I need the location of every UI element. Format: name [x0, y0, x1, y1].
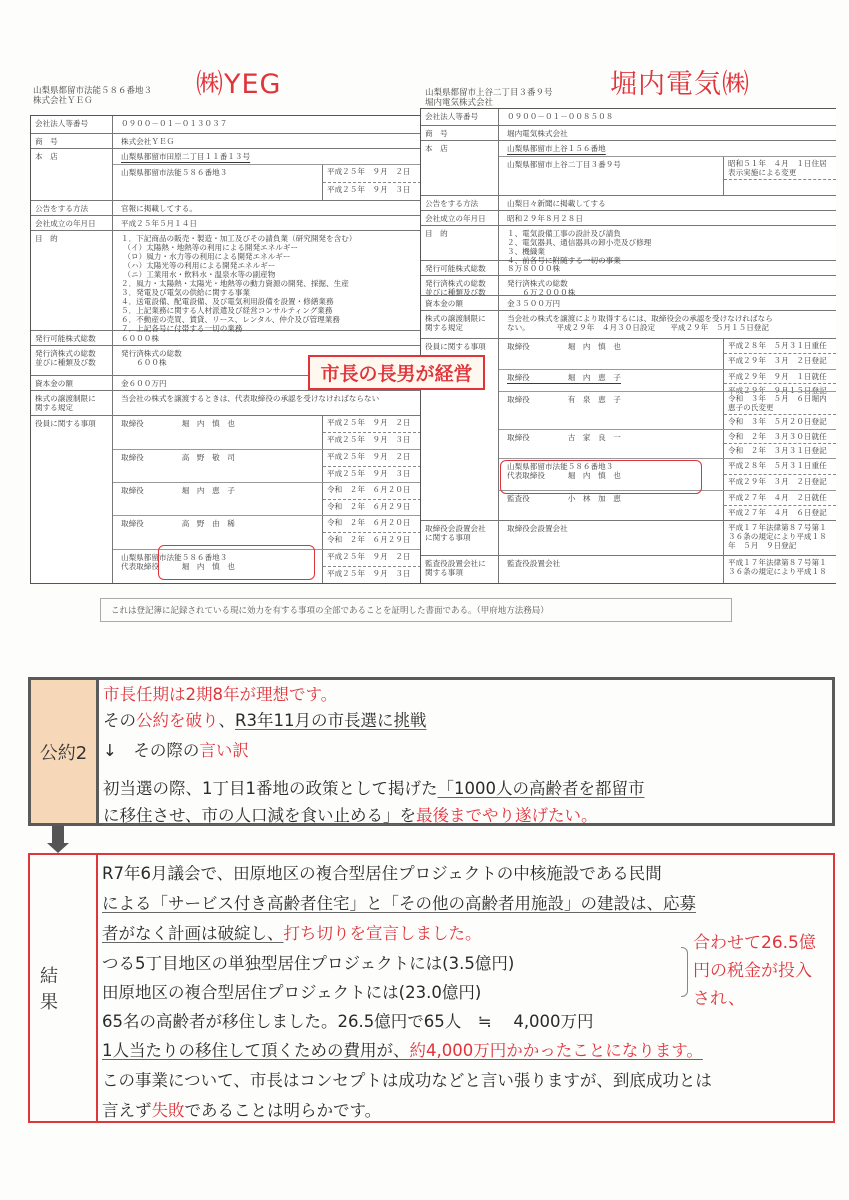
entry-dates [723, 430, 836, 459]
entry-dates [322, 165, 421, 200]
highlight-text: 約4,000万円かかったことになります。 [409, 1041, 703, 1060]
registry-row [421, 311, 836, 339]
registry-entry [499, 126, 836, 141]
entry-value: 取締役 古 家 良 一 [507, 432, 621, 442]
registry-content [499, 196, 836, 210]
registration-date: 平成２８年 ５月３１日重任 [728, 461, 827, 471]
registry-label: 商 号 [31, 134, 113, 148]
registry-row [421, 276, 836, 296]
registry-label: 会社成立の年月日 [421, 211, 499, 225]
left-header-name: 株式会社ＹＥＧ [33, 96, 93, 106]
entry-value: 取締役 高 野 敬 司 [121, 453, 235, 462]
registry-label: 資本金の額 [31, 376, 113, 390]
entry-text [113, 165, 322, 200]
registry-content [113, 134, 421, 148]
text-segment: 「1000人の高齢者を都留市 [437, 779, 645, 798]
left-header-address: 山梨県都留市法能５８６番地３ [33, 86, 153, 96]
registry-entry [113, 482, 421, 515]
registration-date: 平成２５年 ９月 ３日 [323, 432, 421, 449]
entry-dates [723, 157, 836, 195]
entry-text [113, 201, 421, 216]
registry-label: 会社法人等番号 [31, 116, 113, 133]
entry-value: 金３５００万円 [507, 299, 561, 308]
registration-date: 平成２５年 ９月 ３日 [323, 566, 421, 583]
text-line [102, 1097, 381, 1121]
entry-value: 発行済株式の総数 ６００株 [121, 349, 182, 367]
text-line [102, 860, 662, 884]
registration-date: 令和 ２年 ６月２０日 [327, 485, 411, 494]
result-side-note [693, 929, 833, 1013]
result-label: 結果 [30, 855, 98, 1121]
entry-value: 山梨県都留市法能５８６番地３ 代表取締役 堀 内 慎 也 [121, 553, 235, 571]
text-segment: 、 [218, 711, 235, 730]
registry-row [421, 141, 836, 196]
registry-content [113, 331, 421, 345]
registry-label: 目 的 [31, 231, 113, 330]
registry-label: 発行可能株式総数 [421, 261, 499, 275]
registry-label: 会社法人等番号 [421, 109, 499, 125]
registration-date: 平成２７年 ４月 ２日就任 [728, 493, 827, 503]
entry-dates [322, 550, 421, 583]
left-brand-title: ㈱YEG [196, 69, 282, 100]
registry-content [113, 149, 421, 200]
registry-content [499, 211, 836, 225]
entry-text [499, 196, 836, 211]
entry-value: 取締役 堀 内 恵 子 [507, 372, 621, 382]
registry-entry [113, 515, 421, 549]
entry-value: 金６００万円 [121, 379, 167, 388]
registry-row [421, 226, 836, 265]
registry-entry [113, 391, 421, 415]
text-line [103, 681, 337, 705]
pledge-label: 公約2 [31, 680, 99, 823]
text-segment: 1人当たりの移住して頂くための費用が、 [102, 1041, 410, 1060]
right-brand-title: 堀内電気㈱ [610, 69, 750, 100]
entry-value: ０９００－０１－０１３０３７ [121, 119, 228, 128]
registry-label: 役員に関する事項 [421, 339, 499, 520]
registration-date: 平成２９年 ９月１５日登記 [724, 383, 836, 397]
entry-text [113, 450, 322, 482]
entry-dates [322, 483, 421, 515]
registry-label: 公告をする方法 [421, 196, 499, 210]
registry-label: 株式の譲渡制限に 関する規定 [421, 311, 499, 338]
registry-label: 会社成立の年月日 [31, 216, 113, 230]
text-segment: 言えず [102, 1101, 152, 1120]
highlight-text: 失敗 [151, 1101, 185, 1120]
entry-text [113, 331, 421, 346]
registry-row [31, 116, 421, 134]
registration-date: 昭和５１年 ４月 １日住居表示実施による変更 [728, 159, 827, 177]
text-line [102, 1067, 712, 1091]
registry-entry [499, 429, 836, 459]
certificate-note: これは登記簿に記録されている現に効力を有する事項の全部であることを証明した書面である。（甲府地方法務局） [100, 598, 732, 622]
entry-value: 取締役 高 野 由 稀 [121, 519, 235, 528]
registry-entry [499, 369, 836, 395]
registry-entry [499, 391, 836, 429]
entry-value: 株式会社ＹＥＧ [121, 137, 175, 146]
highlight-right-representative [500, 460, 702, 494]
entry-text [499, 392, 723, 429]
registry-row [31, 134, 421, 149]
pledge-text [99, 680, 832, 823]
registry-label: 役員に関する事項 [31, 416, 113, 583]
registry-row [421, 126, 836, 141]
registry-row [421, 521, 836, 556]
registry-entry [499, 490, 836, 520]
entry-value: 取締役 有 泉 恵 子 [507, 394, 621, 404]
text-segment: 田原地区の複合型居住プロジェクトには(23.0億円) [102, 983, 482, 1002]
entry-value: ０９００－０１－００８５０８ [507, 112, 614, 121]
registry-label: 監査役設置会社に 関する事項 [421, 556, 499, 583]
right-company-header [425, 88, 553, 108]
registry-content [499, 109, 836, 125]
entry-text [499, 521, 723, 555]
pledge-section [28, 677, 835, 826]
entry-value: 当会社の株式を譲渡により取得するには、取締役会の承認を受けなければなら ない。 平成２９年 ４月３０日設定 平成２９年 ５月１５日登記 [507, 314, 773, 332]
text-segment: 65名の高齢者が移住しました。26.5億円で65人 ≒ 4,000万円 [102, 1012, 594, 1031]
registry-entry [113, 416, 421, 449]
brace-icon [681, 947, 688, 997]
registration-date: 平成２５年 ９月 ２日 [327, 167, 411, 176]
right-header-address: 山梨県都留市上谷二丁目３番９号 [425, 88, 553, 98]
registry-content [113, 216, 421, 230]
entry-value: ８万８０００株 [507, 264, 561, 273]
registration-date: 平成２８年 ５月３１日重任 [728, 341, 827, 350]
registration-date: 令和 ３年 ５月 ６日堀内恵子の氏変更 [728, 393, 827, 412]
entry-value: 官報に掲載してする。 [121, 204, 197, 213]
registry-row [421, 211, 836, 226]
registry-label: 本 店 [421, 141, 499, 195]
highlight-text: 言い訳 [199, 741, 249, 760]
text-line [102, 890, 696, 914]
entry-value: 山梨県都留市上谷１５６番地 [507, 144, 606, 153]
entry-text [499, 211, 836, 226]
entry-text [499, 556, 723, 583]
registration-date: 平成２９年 ３月 ２日登記 [724, 474, 836, 490]
right-header-name: 堀内電気株式会社 [425, 98, 494, 108]
registry-label: 発行済株式の総数 並びに種類及び数 [421, 276, 499, 295]
registry-row [421, 196, 836, 211]
registration-date: 平成２５年 ９月 ３日 [323, 466, 421, 483]
registration-date: 平成１７年法律第８７号第１３６条の規定により平成１８年 ５月 ９日登記 [728, 523, 827, 550]
entry-text [113, 134, 421, 149]
entry-text [499, 157, 723, 195]
text-segment: 者がなく計画は破綻し、 [102, 924, 284, 943]
entry-value: １．下記商品の販売・製造・加工及びその請負業（研究開発を含む） （イ）太陽熱・地熱等の利用による開発エネルギー （ロ）風力・水力等の利用による開発エネルギー （ハ）太陽光等の利用による開発エネルギー （ニ）工業用水・飲料水・温泉水等の副産物 ２．風力・太陽熱・太陽光・地熱等の動力資源の開発、採掘、生産 ３．発電及び電気の供給に関する事業 ４．送電設備、配電設備、及び電気利用設備を設置・修繕業務 ５．上記業務に関する人材派遣及び経営コンサルティング業務 ６．不動産の売買、賃貸、リース、レンタル、仲介及び管理業務 ７．上記各号に付帯する一切の業務 [121, 234, 357, 333]
entry-value: 発行済株式の総数 ６万２０００株 [507, 279, 576, 297]
entry-value: 取締役会設置会社 [507, 524, 568, 533]
entry-text [113, 391, 421, 415]
registry-row [421, 296, 836, 311]
entry-text [113, 231, 421, 336]
highlight-text: 市長任期は2期8年が理想です。 [103, 685, 338, 704]
registration-date [724, 179, 836, 195]
registry-content [113, 201, 421, 215]
entry-text [113, 149, 421, 164]
entry-value: 取締役 堀 内 慎 也 [507, 342, 621, 351]
entry-value: ６０００株 [121, 334, 159, 343]
registry-row [31, 331, 421, 346]
entry-text [499, 261, 836, 276]
text-segment: その [103, 711, 136, 730]
registry-entry [113, 201, 421, 216]
text-line [102, 950, 514, 974]
entry-text [113, 483, 322, 515]
registry-entry [113, 331, 421, 346]
registry-content [499, 126, 836, 140]
registry-label: 取締役会設置会社 に関する事項 [421, 521, 499, 555]
text-segment: であることは明らかです。 [184, 1101, 382, 1120]
text-segment: R7年6月議会で、田原地区の複合型居住プロジェクトの中核施設である民間 [102, 864, 662, 883]
registry-content [499, 261, 836, 275]
highlight-text: 打ち切りを宣言しました。 [283, 924, 482, 943]
registry-entry [499, 261, 836, 276]
registry-entry [113, 164, 421, 200]
registration-date: 平成２５年 ９月 ２日 [327, 452, 411, 461]
registry-entry [499, 521, 836, 555]
text-line [103, 775, 645, 799]
registry-label: 商 号 [421, 126, 499, 140]
registry-entry [113, 134, 421, 149]
entry-text [499, 370, 723, 391]
registry-label: 発行済株式の総数 並びに種類及び数 [31, 346, 113, 375]
text-line [102, 979, 481, 1003]
registry-entry [499, 211, 836, 226]
registry-content [113, 391, 421, 415]
left-registry-table [30, 115, 421, 584]
registry-row [421, 109, 836, 126]
registry-content [499, 141, 836, 195]
side-note-line: され、 [693, 989, 746, 1009]
entry-value: 監査役 小 林 加 恵 [507, 494, 621, 504]
registry-label: 公告をする方法 [31, 201, 113, 215]
registry-entry [113, 149, 421, 164]
entry-value: 当会社の株式を譲渡するときは、代表取締役の承認を受けなければならない [121, 394, 380, 403]
registration-date: 平成２５年 ９月 ３日 [323, 182, 421, 200]
text-segment: を [399, 806, 417, 825]
entry-text [499, 296, 836, 311]
registry-content [499, 311, 836, 338]
registry-entry [113, 231, 421, 336]
left-company-header [33, 86, 152, 106]
entry-value: 取締役 堀 内 恵 子 [121, 486, 235, 495]
entry-value: 山梨県都留市法能５８６番地３ [121, 168, 228, 177]
callout-mayor-son: 市長の長男が経営 [308, 355, 485, 390]
entry-value: 山梨県都留市上谷二丁目３番９号 [507, 160, 621, 169]
registry-entry [499, 141, 836, 156]
text-segment: この事業について、市長はコンセプトは成功などと言い張りますが、到底成功とは [102, 1071, 712, 1090]
registration-date: 平成１７年法律第８７号第１３６条の規定により平成１８ [728, 558, 827, 576]
registry-content [499, 226, 836, 265]
entry-dates [723, 392, 836, 429]
registry-entry [499, 296, 836, 311]
text-segment: 初当選の際、1丁目1番地の政策として掲げた [103, 779, 438, 798]
registration-date: 令和 ２年 ３月３０日就任 [728, 431, 827, 441]
entry-value: 山梨日々新聞に掲載してする [507, 199, 606, 208]
registry-row [31, 201, 421, 216]
text-segment: ↓ その際の [103, 741, 200, 760]
entry-text [499, 126, 836, 141]
down-arrow-head-icon [47, 843, 69, 853]
text-line [103, 707, 426, 731]
registration-date: 平成２９年 ３月 ２日登記 [724, 353, 836, 368]
registry-content [113, 231, 421, 333]
entry-text [113, 116, 421, 133]
down-arrow-icon [52, 826, 64, 844]
registration-date: 平成２７年 ４月 ６日登記 [724, 505, 836, 520]
side-note-line: 合わせて26.5億 [693, 933, 816, 953]
registration-date: 令和 ２年 ６月２０日 [327, 518, 411, 527]
highlight-text: 最後までやり遂げたい。 [416, 806, 598, 825]
registry-entry [499, 196, 836, 211]
registry-label: 株式の譲渡制限に 関する規定 [31, 391, 113, 415]
entry-value: 監査役設置会社 [507, 559, 561, 568]
entry-value: 取締役 堀 内 慎 也 [121, 419, 235, 428]
text-line [102, 1037, 703, 1061]
registry-entry [499, 311, 836, 338]
registry-content [499, 556, 836, 583]
registry-row [421, 556, 836, 583]
entry-dates [322, 450, 421, 482]
registry-content [499, 296, 836, 310]
registry-row [31, 149, 421, 201]
entry-value: 平成２５年５月１４日 [121, 219, 197, 228]
highlight-text: 公約を破り [136, 711, 219, 730]
text-segment: に移住させ、市の人口減を食い止める」 [103, 806, 400, 825]
registry-entry [499, 156, 836, 195]
entry-text [499, 109, 836, 125]
registry-label: 目 的 [421, 226, 499, 260]
entry-dates [322, 416, 421, 449]
registry-entry [113, 116, 421, 133]
entry-dates [723, 459, 836, 490]
registry-entry [499, 339, 836, 369]
registry-entry [499, 556, 836, 583]
entry-dates [723, 491, 836, 520]
registry-entry [499, 109, 836, 125]
registry-label: 発行可能株式総数 [31, 331, 113, 345]
entry-dates [723, 556, 836, 583]
registration-date: 令和 ３年 ５月２０日登記 [724, 414, 836, 429]
entry-dates [723, 339, 836, 369]
text-segment: つる5丁目地区の単独型居住プロジェクトには(3.5億円) [102, 954, 515, 973]
highlight-left-representative [158, 545, 315, 580]
side-note-line: 円の税金が投入 [693, 961, 812, 981]
entry-dates [723, 370, 836, 395]
registry-label: 本 店 [31, 149, 113, 200]
registry-entry [113, 216, 421, 231]
result-text [98, 855, 833, 1121]
registry-row [31, 231, 421, 331]
registry-row [31, 216, 421, 231]
registry-row [421, 261, 836, 276]
registration-date: 令和 ２年 ３月３１日登記 [724, 443, 836, 458]
right-registry-table [420, 108, 836, 584]
text-line [102, 920, 482, 944]
entry-value: 昭和２９年８月２８日 [507, 214, 583, 223]
entry-text [499, 491, 723, 520]
entry-value: 山梨県都留市法能５８６番地３ 代表取締役 堀 内 慎 也 [507, 462, 621, 481]
entry-value: １、電気設備工事の設計及び請負 ２、電気器具、通信器具の卸小売及び修理 ３、機織業 ４、前各号に附随する一切の事業 [507, 229, 652, 265]
text-line [102, 1008, 594, 1032]
registry-entry [113, 449, 421, 482]
registry-row [31, 391, 421, 416]
registration-date: 平成２９年 ９月 １日就任 [728, 371, 827, 381]
entry-dates [723, 521, 836, 555]
entry-text [113, 416, 322, 449]
entry-text [113, 216, 421, 231]
registration-date: 平成２５年 ９月 ２日 [327, 552, 411, 561]
entry-value: 堀内電気株式会社 [507, 129, 568, 138]
registry-content [113, 116, 421, 133]
text-segment: R3年11月の市長選に挑戦 [235, 711, 427, 730]
registration-date: 令和 ２年 ６月２９日 [323, 532, 421, 549]
text-segment: による「サービス付き高齢者住宅」と「その他の高齢者用施設」の建設は、応募 [102, 894, 696, 913]
registry-content [499, 521, 836, 555]
entry-value: 山梨県都留市田原二丁目１１番１３号 [121, 152, 251, 161]
registry-label: 資本金の額 [421, 296, 499, 310]
registry-content [499, 276, 836, 295]
entry-text [499, 311, 836, 338]
entry-text [499, 339, 723, 369]
entry-dates [322, 516, 421, 549]
text-line [103, 737, 249, 761]
entry-text [499, 430, 723, 459]
result-section [28, 853, 835, 1123]
entry-text [499, 141, 836, 156]
registration-date: 平成２５年 ９月 ２日 [327, 418, 411, 427]
registration-date: 令和 ２年 ６月２９日 [323, 499, 421, 516]
text-line [103, 802, 598, 826]
